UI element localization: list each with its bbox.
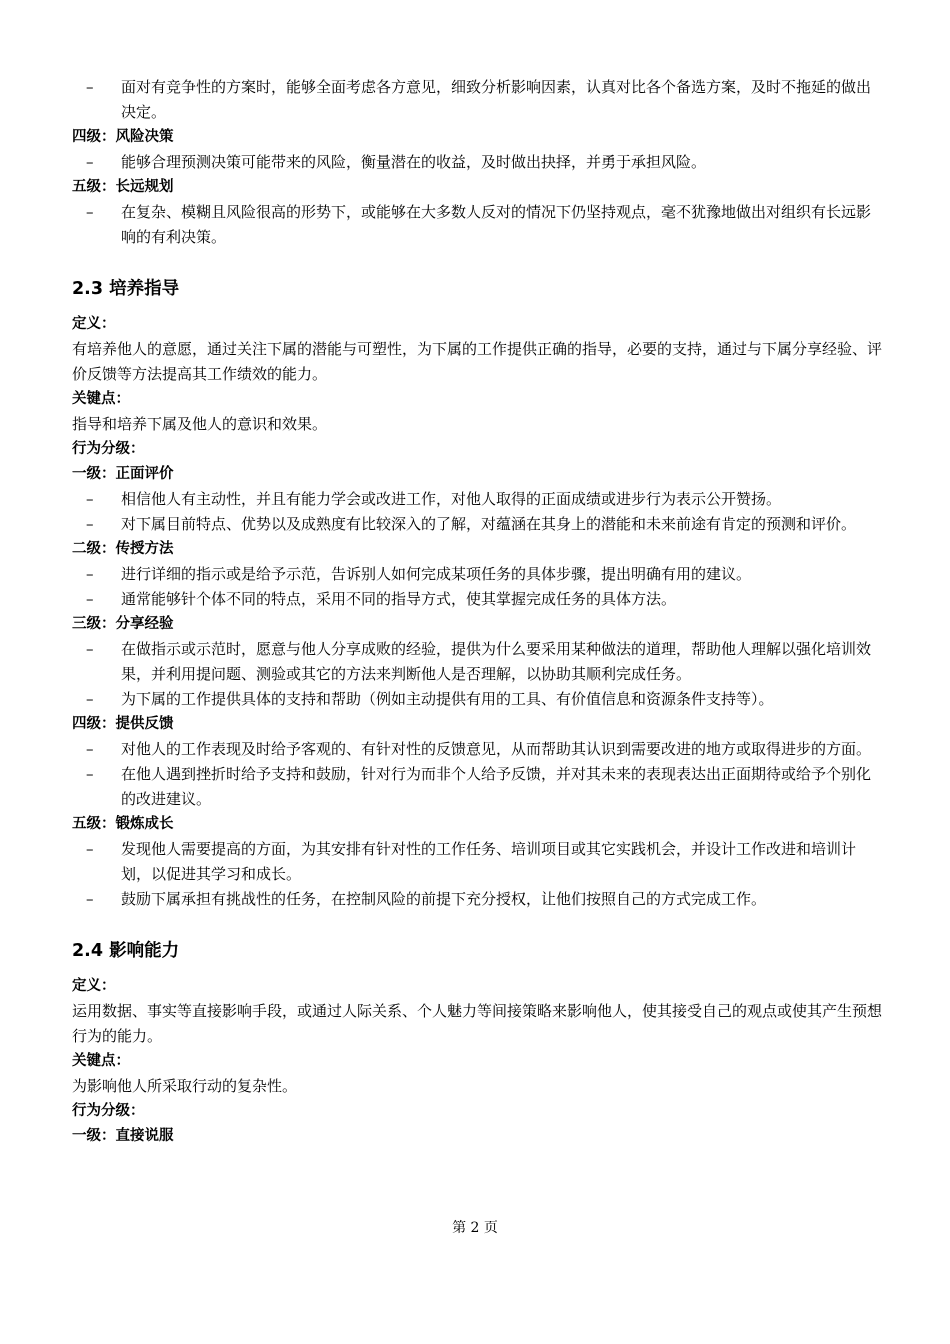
bullet-item — [72, 587, 884, 612]
bullet-text: 进行详细的指示或是给予示范，告诉别人如何完成某项任务的具体步骤，提出明确有用的建议。 — [121, 565, 752, 583]
bullet-item — [72, 487, 884, 512]
bullet-item — [72, 687, 884, 712]
bullet-item — [72, 737, 884, 762]
level-heading: 一级：正面评价 — [72, 466, 174, 482]
bullet-text: 面对有竞争性的方案时，能够全面考虑各方意见，细致分析影响因素，认真对比各个备选方案，及时不拖延的做出决定。 — [121, 78, 872, 121]
bullet-dash: – — [86, 840, 94, 858]
page-content — [72, 75, 884, 1149]
field-label: 关键点： — [72, 391, 130, 407]
bullet-text: 在做指示或示范时，愿意与他人分享成败的经验，提供为什么要采用某种做法的道理，帮助他人理解以强化培训效果，并利用提问题、测验或其它的方法来判断他人是否理解，以协助其顺利完成任务。 — [121, 640, 872, 683]
body-paragraph: 指导和培养下属及他人的意识和效果。 — [72, 415, 328, 433]
bullet-item — [72, 75, 884, 125]
bullet-dash: – — [86, 590, 94, 608]
bullet-text: 为下属的工作提供具体的支持和帮助（例如主动提供有用的工具、有价值信息和资源条件支持等）。 — [121, 690, 774, 708]
body-paragraph: 有培养他人的意愿，通过关注下属的潜能与可塑性，为下属的工作提供正确的指导，必要的支持，通过与下属分享经验、评价反馈等方法提高其工作绩效的能力。 — [72, 340, 883, 383]
level-heading: 二级：传授方法 — [72, 541, 174, 557]
bullet-text: 在他人遇到挫折时给予支持和鼓励，针对行为而非个人给予反馈，并对其未来的表现表达出正面期待或给予个别化的改进建议。 — [121, 765, 872, 808]
bullet-text: 在复杂、模糊且风险很高的形势下，或能够在大多数人反对的情况下仍坚持观点，毫不犹豫地做出对组织有长远影响的有利决策。 — [121, 203, 872, 246]
level-heading: 三级：分享经验 — [72, 616, 174, 632]
field-label: 定义： — [72, 978, 116, 994]
bullet-text: 对下属目前特点、优势以及成熟度有比较深入的了解，对蕴涵在其身上的潜能和未来前途有肯定的预测和评价。 — [121, 515, 857, 533]
bullet-item — [72, 637, 884, 687]
bullet-item — [72, 562, 884, 587]
bullet-text: 能够合理预测决策可能带来的风险，衡量潜在的收益，及时做出抉择，并勇于承担风险。 — [121, 153, 707, 171]
level-heading: 四级：提供反馈 — [72, 716, 174, 732]
bullet-dash: – — [86, 640, 94, 658]
bullet-dash: – — [86, 740, 94, 758]
bullet-dash: – — [86, 203, 94, 221]
bullet-item — [72, 512, 884, 537]
field-label: 行为分级： — [72, 441, 145, 457]
level-heading: 一级：直接说服 — [72, 1128, 174, 1144]
level-heading: 五级：长远规划 — [72, 179, 174, 195]
page-number: 第 2 页 — [452, 1220, 498, 1236]
level-heading: 五级：锻炼成长 — [72, 816, 174, 832]
bullet-text: 对他人的工作表现及时给予客观的、有针对性的反馈意见，从而帮助其认识到需要改进的地方或取得进步的方面。 — [121, 740, 872, 758]
bullet-dash: – — [86, 515, 94, 533]
level-heading: 四级：风险决策 — [72, 129, 174, 145]
body-paragraph: 为影响他人所采取行动的复杂性。 — [72, 1077, 298, 1095]
bullet-dash: – — [86, 153, 94, 171]
bullet-dash: – — [86, 78, 94, 96]
section-heading: 2.3 培养指导 — [72, 279, 180, 299]
bullet-item — [72, 887, 884, 912]
bullet-text: 鼓励下属承担有挑战性的任务，在控制风险的前提下充分授权，让他们按照自己的方式完成工作。 — [121, 890, 767, 908]
bullet-text: 发现他人需要提高的方面，为其安排有针对性的工作任务、培训项目或其它实践机会，并设计工作改进和培训计划，以促进其学习和成长。 — [121, 840, 857, 883]
field-label: 关键点： — [72, 1053, 130, 1069]
field-label: 行为分级： — [72, 1103, 145, 1119]
bullet-dash: – — [86, 890, 94, 908]
bullet-item — [72, 150, 884, 175]
bullet-dash: – — [86, 765, 94, 783]
bullet-item — [72, 837, 884, 887]
bullet-dash: – — [86, 565, 94, 583]
bullet-dash: – — [86, 690, 94, 708]
section-heading: 2.4 影响能力 — [72, 941, 180, 961]
bullet-text: 相信他人有主动性，并且有能力学会或改进工作，对他人取得的正面成绩或进步行为表示公开赞扬。 — [121, 490, 782, 508]
bullet-text: 通常能够针个体不同的特点，采用不同的指导方式，使其掌握完成任务的具体方法。 — [121, 590, 677, 608]
field-label: 定义： — [72, 316, 116, 332]
body-paragraph: 运用数据、事实等直接影响手段，或通过人际关系、个人魅力等间接策略来影响他人，使其接受自己的观点或使其产生预想行为的能力。 — [72, 1002, 883, 1045]
bullet-dash: – — [86, 490, 94, 508]
bullet-item — [72, 762, 884, 812]
bullet-item — [72, 200, 884, 250]
